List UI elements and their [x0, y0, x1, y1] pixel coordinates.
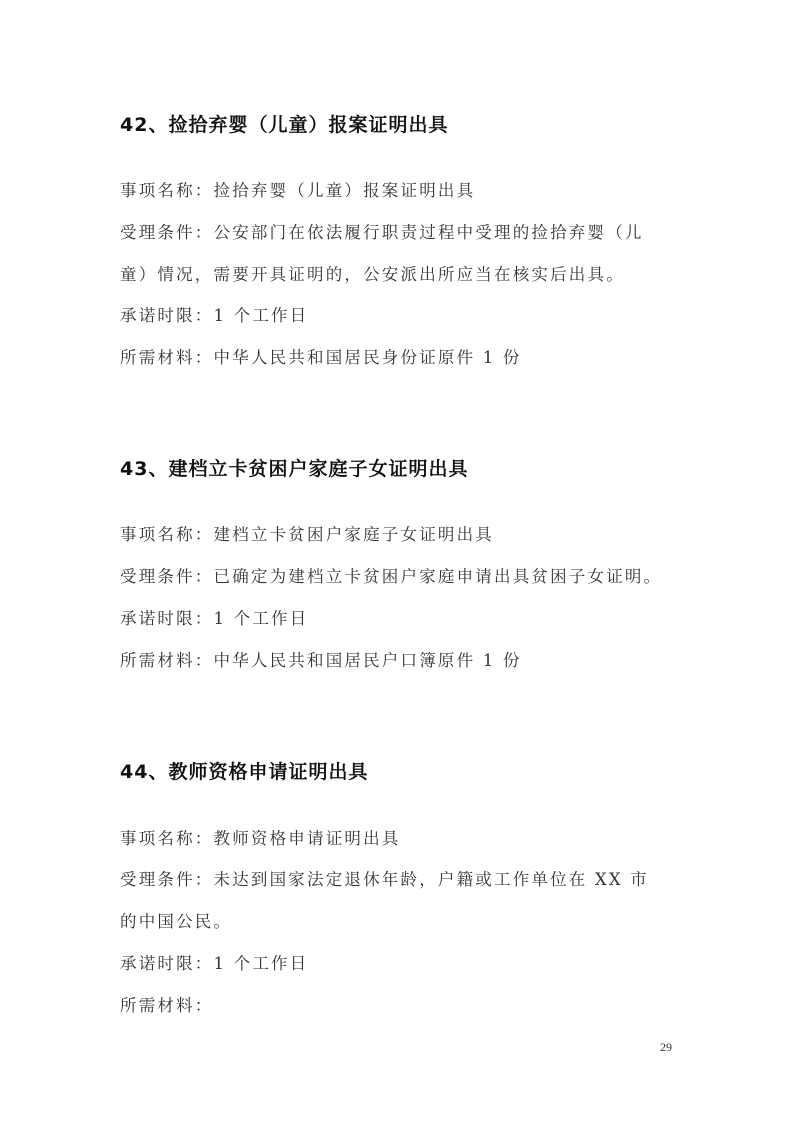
- page-number: 29: [660, 1040, 672, 1054]
- section-43-required-materials: 所需材料：中华人民共和国居民户口簿原件 1 份: [120, 651, 522, 670]
- section-44-heading: 44、教师资格申请证明出具: [120, 761, 369, 783]
- section-42-acceptance-conditions-cont: 童）情况，需要开具证明的，公安派出所应当在核实后出具。: [120, 265, 625, 284]
- section-42-time-limit: 承诺时限：1 个工作日: [120, 306, 309, 325]
- section-43-item-name: 事项名称：建档立卡贫困户家庭子女证明出具: [120, 525, 494, 544]
- section-43-time-limit: 承诺时限：1 个工作日: [120, 609, 309, 628]
- section-44-required-materials: 所需材料：: [120, 996, 214, 1015]
- section-42-acceptance-conditions: 受理条件：公安部门在依法履行职责过程中受理的捡拾弃婴（儿: [120, 223, 644, 242]
- section-44-acceptance-conditions-cont: 的中国公民。: [120, 912, 233, 931]
- section-42-required-materials: 所需材料：中华人民共和国居民身份证原件 1 份: [120, 348, 522, 367]
- section-44-item-name: 事项名称：教师资格申请证明出具: [120, 829, 401, 848]
- section-44-acceptance-conditions: 受理条件：未达到国家法定退休年龄，户籍或工作单位在 XX 市: [120, 870, 649, 889]
- section-42-item-name: 事项名称：捡拾弃婴（儿童）报案证明出具: [120, 181, 476, 200]
- section-44-time-limit: 承诺时限：1 个工作日: [120, 954, 309, 973]
- section-43-heading: 43、建档立卡贫困户家庭子女证明出具: [120, 458, 469, 480]
- section-43-acceptance-conditions: 受理条件：已确定为建档立卡贫困户家庭申请出具贫困子女证明。: [120, 567, 663, 586]
- section-42-heading: 42、捡拾弃婴（儿童）报案证明出具: [120, 114, 449, 136]
